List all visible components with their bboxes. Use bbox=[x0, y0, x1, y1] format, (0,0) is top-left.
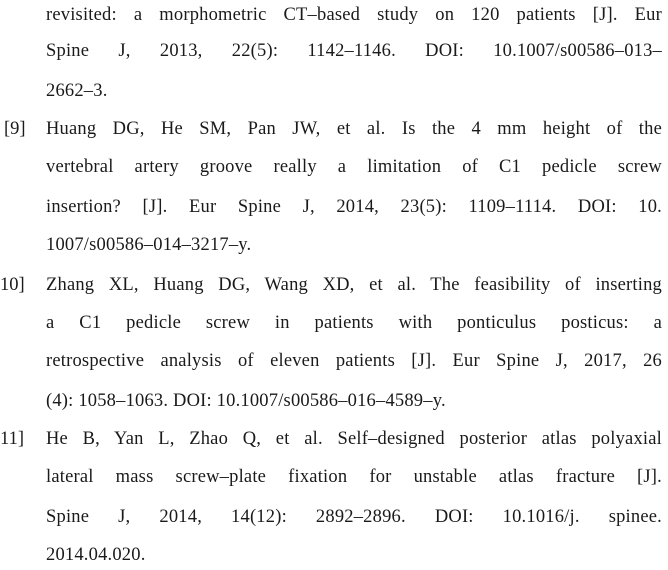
reference-10-line-3: retrospective analysis of eleven patients [J]. Eur Spine J, 2017, 26 bbox=[46, 351, 662, 371]
reference-11-line-3: Spine J, 2014, 14(12): 2892–2896. DOI: 10.1016/j. spinee. bbox=[46, 507, 662, 527]
reference-8-line-1: revisited: a morphometric CT–based study on 120 patients [J]. Eur bbox=[46, 5, 662, 25]
reference-10-line-2: a C1 pedicle screw in patients with ponticulus posticus: a bbox=[46, 313, 662, 333]
reference-9-line-1: Huang DG, He SM, Pan JW, et al. Is the 4 mm height of the bbox=[46, 119, 662, 139]
reference-9-line-4: 1007/s00586–014–3217–y. bbox=[46, 235, 252, 255]
reference-8-line-3: 2662–3. bbox=[46, 81, 108, 101]
reference-9-line-3: insertion? [J]. Eur Spine J, 2014, 23(5): 1109–1114. DOI: 10. bbox=[46, 197, 662, 217]
reference-10-line-4: (4): 1058–1063. DOI: 10.1007/s00586–016–4589–y. bbox=[46, 391, 446, 411]
reference-11-line-1: He B, Yan L, Zhao Q, et al. Self–designed posterior atlas polyaxial bbox=[46, 429, 662, 449]
reference-11-line-4: 2014.04.020. bbox=[46, 545, 146, 565]
reference-9-number: [9] bbox=[4, 119, 26, 139]
reference-11-line-2: lateral mass screw–plate fixation for unstable atlas fracture [J]. bbox=[46, 467, 662, 487]
reference-9-line-2: vertebral artery groove really a limitation of C1 pedicle screw bbox=[46, 157, 662, 177]
reference-8-line-2: Spine J, 2013, 22(5): 1142–1146. DOI: 10.1007/s00586–013– bbox=[46, 41, 662, 61]
reference-10-number: 10] bbox=[0, 275, 25, 295]
reference-11-number: 11] bbox=[0, 429, 24, 449]
reference-10-line-1: Zhang XL, Huang DG, Wang XD, et al. The feasibility of inserting bbox=[46, 275, 662, 295]
